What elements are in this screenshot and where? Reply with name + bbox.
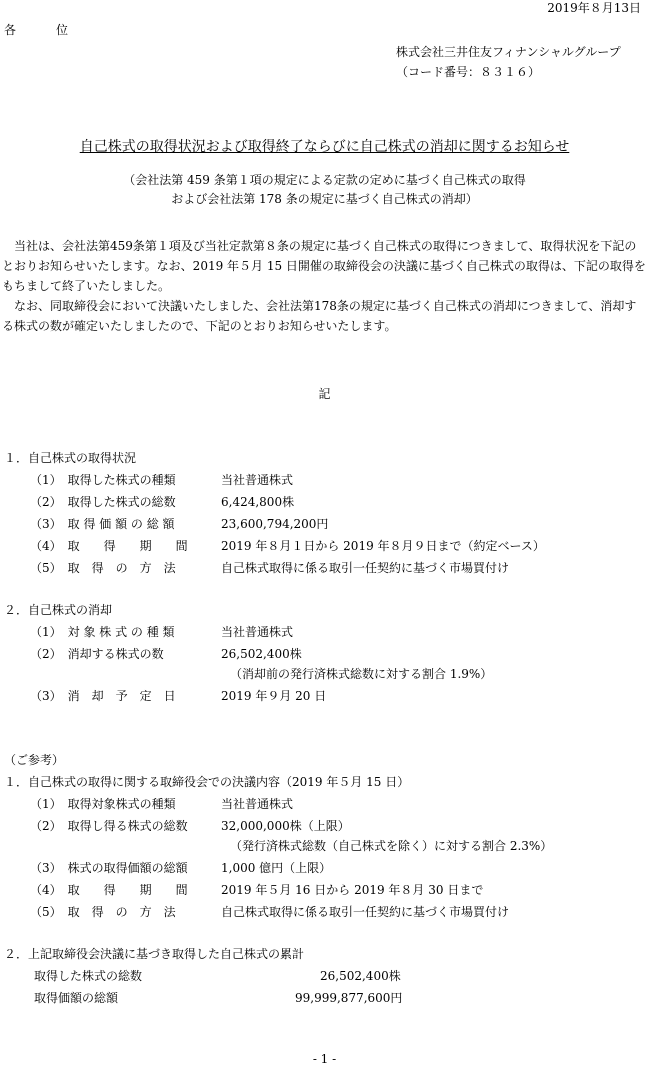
section1-item-value: 自己株式取得に係る取引一任契約に基づく市場買付け [221, 561, 510, 575]
reference-item-value: 自己株式取得に係る取引一任契約に基づく市場買付け [221, 905, 510, 919]
section1-item-label: （2） 取得した株式の総数 [30, 495, 176, 509]
reference-heading: （ご参考） [4, 753, 65, 767]
section2-item-value: 2019 年９月 20 日 [221, 689, 327, 703]
section1-item-value: 6,424,800株 [221, 495, 295, 509]
cumulative-label: 取得した株式の総数 [34, 969, 143, 983]
subtitle-line-2: および会社法第 178 条の規定に基づく自己株式の消却） [171, 192, 478, 206]
cumulative-value: 99,999,877,600円 [295, 991, 403, 1005]
section1-heading: １．自己株式の取得状況 [4, 451, 137, 465]
section2-note: （消却前の発行済株式総数に対する割合 1.9%） [230, 667, 493, 681]
reference-item-value: 当社普通株式 [221, 797, 294, 811]
reference-sub2-heading: ２．上記取締役会決議に基づき取得した自己株式の累計 [4, 947, 305, 961]
company-name: 株式会社三井住友フィナンシャルグループ [396, 45, 621, 59]
section2-item-label: （3） 消 却 予 定 日 [30, 689, 176, 703]
company-code: （コード番号：８３１６） [396, 65, 541, 79]
document-date: 2019年８月13日 [547, 1, 641, 15]
section2-item-label: （1） 対 象 株 式 の 種 類 [30, 625, 175, 639]
section2-item-value: 26,502,400株 [221, 647, 302, 661]
intro-paragraph-2: なお、同取締役会において決議いたしました、会社法第178条の規定に基づく自己株式の消却につきまして、消却する株式の数が確定いたしましたので、下記のとおりお知らせいたします。 [2, 299, 637, 333]
reference-item-value: 32,000,000株（上限） [221, 819, 350, 833]
section1-item-label: （3） 取 得 価 額 の 総 額 [30, 517, 175, 531]
addressee: 各 位 [4, 23, 83, 37]
reference-item-label: （3） 株式の取得価額の総額 [30, 861, 188, 875]
cumulative-label: 取得価額の総額 [34, 991, 119, 1005]
section2-heading: ２．自己株式の消却 [4, 603, 113, 617]
reference-sub1-heading: １．自己株式の取得に関する取締役会での決議内容（2019 年５月 15 日） [4, 775, 410, 789]
intro-paragraph-1: 当社は、会社法第459条第１項及び当社定款第８条の規定に基づく自己株式の取得につきまして、取得状況を下記のとおりお知らせいたします。なお、2019 年５月 15 日開催の取締役会の決議に基づく自己株式の取得は、下記の取得をもちまして終了いたしました。 [2, 239, 646, 293]
reference-item-value: 2019 年５月 16 日から 2019 年８月 30 日まで [221, 883, 484, 897]
reference-item-value: 1,000 億円（上限） [221, 861, 332, 875]
subtitle-line-1: （会社法第 459 条第１項の規定による定款の定めに基づく自己株式の取得 [123, 173, 526, 187]
ki-marker: 記 [318, 387, 331, 401]
section1-item-value: 23,600,794,200円 [221, 517, 329, 531]
cumulative-value: 26,502,400株 [320, 969, 401, 983]
reference-item-label: （1） 取得対象株式の種類 [30, 797, 176, 811]
section1-item-label: （4） 取 得 期 間 [30, 539, 188, 553]
section1-item-value: 当社普通株式 [221, 473, 294, 487]
reference-item-label: （2） 取得し得る株式の総数 [30, 819, 188, 833]
page-number: - 1 - [312, 1052, 337, 1066]
section2-item-value: 当社普通株式 [221, 625, 294, 639]
section1-item-value: 2019 年８月１日から 2019 年８月９日まで（約定ベース） [221, 539, 545, 553]
document-title-text: 自己株式の取得状況および取得終了ならびに自己株式の消却に関するお知らせ [79, 139, 570, 155]
document-title [0, 140, 649, 154]
reference-item-label: （5） 取 得 の 方 法 [30, 905, 176, 919]
section1-item-label: （5） 取 得 の 方 法 [30, 561, 176, 575]
reference-item-label: （4） 取 得 期 間 [30, 883, 188, 897]
section1-item-label: （1） 取得した株式の種類 [30, 473, 176, 487]
reference-note: （発行済株式総数（自己株式を除く）に対する割合 2.3%） [230, 839, 553, 853]
section2-item-label: （2） 消却する株式の数 [30, 647, 164, 661]
